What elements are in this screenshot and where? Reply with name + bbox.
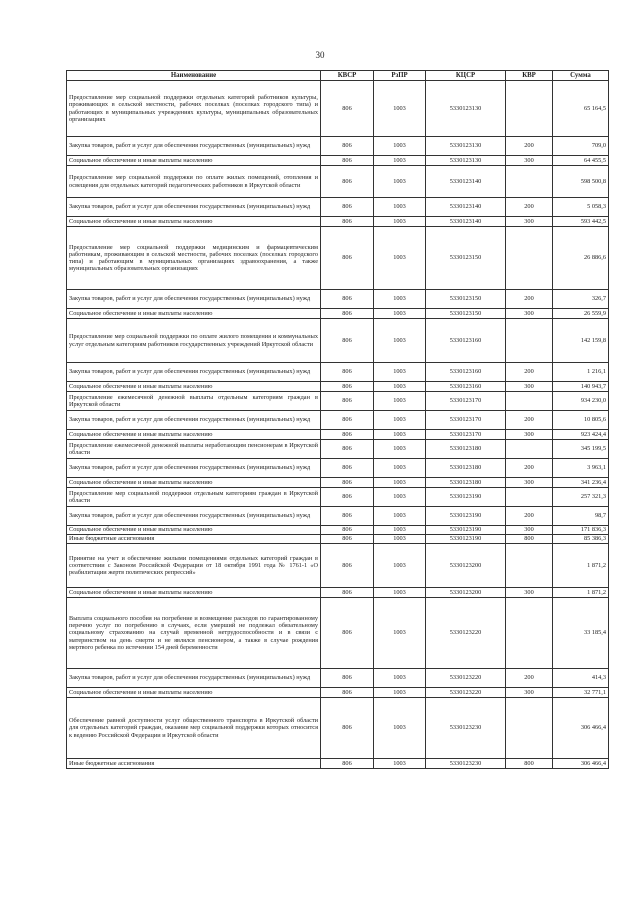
cell-kvr <box>506 81 553 137</box>
cell-kvr: 300 <box>506 478 553 488</box>
cell-kvr: 300 <box>506 217 553 227</box>
cell-kcsr: 5330123200 <box>426 588 506 598</box>
cell-kvr: 200 <box>506 137 553 156</box>
cell-kvsr: 806 <box>321 544 374 588</box>
cell-kcsr: 5330123170 <box>426 392 506 411</box>
cell-kvr: 300 <box>506 588 553 598</box>
cell-sum: 140 943,7 <box>553 382 609 392</box>
cell-sum: 64 455,5 <box>553 156 609 166</box>
cell-kcsr: 5330123180 <box>426 459 506 478</box>
page-number: 30 <box>315 50 325 60</box>
cell-rzpr: 1003 <box>374 319 426 363</box>
cell-kcsr: 5330123150 <box>426 290 506 309</box>
cell-kvsr: 806 <box>321 156 374 166</box>
cell-sum: 142 159,8 <box>553 319 609 363</box>
cell-sum: 3 963,1 <box>553 459 609 478</box>
table-row <box>67 363 609 382</box>
table-row <box>67 392 609 411</box>
cell-kvsr: 806 <box>321 488 374 507</box>
cell-name: Закупка товаров, работ и услуг для обеспечения государственных (муниципальных) нужд <box>67 411 321 430</box>
cell-sum: 709,0 <box>553 137 609 156</box>
cell-kcsr: 5330123230 <box>426 759 506 769</box>
cell-kcsr: 5330123140 <box>426 198 506 217</box>
cell-sum: 85 386,3 <box>553 535 609 544</box>
cell-kvsr: 806 <box>321 319 374 363</box>
table-row <box>67 698 609 759</box>
cell-kvr: 300 <box>506 309 553 319</box>
cell-rzpr: 1003 <box>374 363 426 382</box>
cell-rzpr: 1003 <box>374 81 426 137</box>
cell-kvr: 200 <box>506 411 553 430</box>
cell-kcsr: 5330123200 <box>426 544 506 588</box>
cell-sum: 306 466,4 <box>553 698 609 759</box>
cell-sum: 98,7 <box>553 507 609 526</box>
table-body <box>67 81 609 769</box>
cell-sum: 257 321,3 <box>553 488 609 507</box>
table-row <box>67 488 609 507</box>
cell-rzpr: 1003 <box>374 598 426 669</box>
cell-rzpr: 1003 <box>374 156 426 166</box>
table-row <box>67 440 609 459</box>
table-row <box>67 156 609 166</box>
table-row <box>67 535 609 544</box>
cell-kvr: 300 <box>506 156 553 166</box>
cell-kvr <box>506 488 553 507</box>
cell-kcsr: 5330123230 <box>426 698 506 759</box>
cell-rzpr: 1003 <box>374 411 426 430</box>
cell-kvr <box>506 698 553 759</box>
cell-kvsr: 806 <box>321 290 374 309</box>
cell-kvr: 800 <box>506 535 553 544</box>
cell-sum: 1 871,2 <box>553 544 609 588</box>
table-row <box>67 411 609 430</box>
cell-kvr: 300 <box>506 382 553 392</box>
cell-rzpr: 1003 <box>374 227 426 290</box>
cell-sum: 593 442,5 <box>553 217 609 227</box>
cell-kcsr: 5330123160 <box>426 382 506 392</box>
cell-sum: 345 199,5 <box>553 440 609 459</box>
header-name: Наименование <box>67 71 321 81</box>
cell-kvsr: 806 <box>321 430 374 440</box>
cell-kvr <box>506 319 553 363</box>
cell-rzpr: 1003 <box>374 526 426 535</box>
cell-kcsr: 5330123220 <box>426 669 506 688</box>
cell-kcsr: 5330123190 <box>426 535 506 544</box>
table-row <box>67 598 609 669</box>
cell-sum: 306 466,4 <box>553 759 609 769</box>
cell-kvsr: 806 <box>321 217 374 227</box>
cell-kvsr: 806 <box>321 688 374 698</box>
cell-kvr <box>506 440 553 459</box>
header-sum: Сумма <box>553 71 609 81</box>
cell-name: Предоставление мер социальной поддержки по оплате жилых помещений, отопления и освещения для отдельных категорий педагогических работников в Иркутской области <box>67 166 321 198</box>
table-row <box>67 430 609 440</box>
cell-kvr: 300 <box>506 430 553 440</box>
cell-rzpr: 1003 <box>374 459 426 478</box>
cell-kcsr: 5330123160 <box>426 363 506 382</box>
cell-kvsr: 806 <box>321 459 374 478</box>
cell-kvr: 200 <box>506 198 553 217</box>
cell-kvr: 200 <box>506 669 553 688</box>
table-row <box>67 759 609 769</box>
cell-sum: 1 216,1 <box>553 363 609 382</box>
cell-sum: 5 058,3 <box>553 198 609 217</box>
table-row <box>67 544 609 588</box>
cell-kcsr: 5330123160 <box>426 319 506 363</box>
cell-rzpr: 1003 <box>374 290 426 309</box>
cell-kcsr: 5330123140 <box>426 217 506 227</box>
table-row <box>67 137 609 156</box>
cell-kcsr: 5330123190 <box>426 507 506 526</box>
cell-kcsr: 5330123170 <box>426 430 506 440</box>
cell-kvsr: 806 <box>321 198 374 217</box>
cell-name: Предоставление ежемесячной денежной выплаты отдельным категориям граждан в Иркутской области <box>67 392 321 411</box>
cell-kcsr: 5330123170 <box>426 411 506 430</box>
cell-kvr <box>506 598 553 669</box>
cell-kcsr: 5330123220 <box>426 688 506 698</box>
table-row <box>67 688 609 698</box>
cell-name: Обеспечение равной доступности услуг общественного транспорта в Иркутской области для отдельных категорий граждан, оказание мер социальной поддержки которых относится к ведению Российской Федерации и Иркутской области <box>67 698 321 759</box>
table-row <box>67 198 609 217</box>
table-row <box>67 319 609 363</box>
cell-kcsr: 5330123180 <box>426 478 506 488</box>
cell-name: Закупка товаров, работ и услуг для обеспечения государственных (муниципальных) нужд <box>67 290 321 309</box>
cell-sum: 934 230,0 <box>553 392 609 411</box>
cell-name: Предоставление мер социальной поддержки по оплате жилого помещения и коммунальных услуг отдельным категориям работников государственных учреждений Иркутской области <box>67 319 321 363</box>
cell-rzpr: 1003 <box>374 669 426 688</box>
cell-name: Социальное обеспечение и иные выплаты населению <box>67 430 321 440</box>
cell-kvsr: 806 <box>321 309 374 319</box>
cell-kvr: 200 <box>506 363 553 382</box>
cell-name: Иные бюджетные ассигнования <box>67 535 321 544</box>
cell-name: Иные бюджетные ассигнования <box>67 759 321 769</box>
cell-sum: 341 236,4 <box>553 478 609 488</box>
cell-sum: 414,3 <box>553 669 609 688</box>
cell-rzpr: 1003 <box>374 217 426 227</box>
cell-name: Закупка товаров, работ и услуг для обеспечения государственных (муниципальных) нужд <box>67 669 321 688</box>
table-row <box>67 588 609 598</box>
cell-rzpr: 1003 <box>374 137 426 156</box>
cell-rzpr: 1003 <box>374 544 426 588</box>
cell-name: Социальное обеспечение и иные выплаты населению <box>67 217 321 227</box>
cell-name: Предоставление мер социальной поддержки медицинским и фармацевтическим работникам, проживающим в сельской местности, рабочих поселках (поселках городского типа) и работающим в муниципальных организациях здравоохранения, а также муниципальных образовательных организациях <box>67 227 321 290</box>
cell-kvr: 300 <box>506 688 553 698</box>
header-kcsr: КЦСР <box>426 71 506 81</box>
cell-kvsr: 806 <box>321 588 374 598</box>
cell-name: Закупка товаров, работ и услуг для обеспечения государственных (муниципальных) нужд <box>67 137 321 156</box>
cell-kcsr: 5330123180 <box>426 440 506 459</box>
cell-name: Социальное обеспечение и иные выплаты населению <box>67 478 321 488</box>
cell-name: Предоставление мер социальной поддержки отдельным категориям граждан в Иркутской области <box>67 488 321 507</box>
cell-rzpr: 1003 <box>374 488 426 507</box>
cell-rzpr: 1003 <box>374 507 426 526</box>
cell-name: Социальное обеспечение и иные выплаты населению <box>67 526 321 535</box>
cell-kcsr: 5330123130 <box>426 156 506 166</box>
table-row <box>67 309 609 319</box>
cell-kvr: 300 <box>506 526 553 535</box>
cell-rzpr: 1003 <box>374 392 426 411</box>
cell-kvsr: 806 <box>321 698 374 759</box>
cell-kcsr: 5330123220 <box>426 598 506 669</box>
cell-name: Предоставление ежемесячной денежной выплаты неработающим пенсионерам в Иркутской области <box>67 440 321 459</box>
cell-kvsr: 806 <box>321 507 374 526</box>
table-row <box>67 290 609 309</box>
table-row <box>67 166 609 198</box>
cell-kvsr: 806 <box>321 411 374 430</box>
cell-sum: 26 886,6 <box>553 227 609 290</box>
cell-sum: 33 185,4 <box>553 598 609 669</box>
cell-name: Принятие на учет и обеспечение жилыми помещениями отдельных категорий граждан в соответствии с Законом Российской Федерации от 18 октября 1991 года № 1761-1 «О реабилитации жертв политических репрессий» <box>67 544 321 588</box>
cell-kcsr: 5330123190 <box>426 488 506 507</box>
cell-kvr: 200 <box>506 507 553 526</box>
table-row <box>67 478 609 488</box>
table-row <box>67 526 609 535</box>
cell-kcsr: 5330123140 <box>426 166 506 198</box>
cell-kcsr: 5330123130 <box>426 81 506 137</box>
cell-sum: 32 771,1 <box>553 688 609 698</box>
cell-kvr: 800 <box>506 759 553 769</box>
table-header-row <box>67 71 609 81</box>
cell-rzpr: 1003 <box>374 478 426 488</box>
cell-name: Социальное обеспечение и иные выплаты населению <box>67 309 321 319</box>
budget-table <box>66 70 609 769</box>
cell-kvr: 200 <box>506 290 553 309</box>
cell-kvr <box>506 227 553 290</box>
table-row <box>67 217 609 227</box>
cell-rzpr: 1003 <box>374 309 426 319</box>
cell-kvr <box>506 392 553 411</box>
cell-sum: 65 164,5 <box>553 81 609 137</box>
cell-rzpr: 1003 <box>374 430 426 440</box>
table-row <box>67 459 609 478</box>
cell-name: Закупка товаров, работ и услуг для обеспечения государственных (муниципальных) нужд <box>67 363 321 382</box>
cell-kvsr: 806 <box>321 166 374 198</box>
header-kvr: КВР <box>506 71 553 81</box>
cell-rzpr: 1003 <box>374 535 426 544</box>
cell-sum: 26 559,9 <box>553 309 609 319</box>
cell-kvsr: 806 <box>321 392 374 411</box>
cell-kvsr: 806 <box>321 526 374 535</box>
cell-kvsr: 806 <box>321 759 374 769</box>
cell-sum: 10 805,6 <box>553 411 609 430</box>
table-row <box>67 227 609 290</box>
cell-kvsr: 806 <box>321 598 374 669</box>
cell-name: Предоставление мер социальной поддержки отдельных категорий работников культуры, проживающих в сельской местности, рабочих поселках (поселках городского типа) и работающих в муниципальных учреждениях культуры, муниципальных образовательных организациях <box>67 81 321 137</box>
cell-kvsr: 806 <box>321 478 374 488</box>
cell-sum: 326,7 <box>553 290 609 309</box>
cell-sum: 598 500,8 <box>553 166 609 198</box>
cell-sum: 171 836,3 <box>553 526 609 535</box>
table-row <box>67 669 609 688</box>
cell-rzpr: 1003 <box>374 440 426 459</box>
cell-kvsr: 806 <box>321 440 374 459</box>
cell-kvsr: 806 <box>321 137 374 156</box>
header-rzpr: РзПР <box>374 71 426 81</box>
table-row <box>67 81 609 137</box>
cell-name: Социальное обеспечение и иные выплаты населению <box>67 156 321 166</box>
cell-name: Выплата социального пособия на погребение и возмещение расходов по гарантированному перечню услуг по погребению в случаях, если умерший не подлежал обязательному социальному страхованию на случай временной нетрудоспособности и в связи с материнством на день смерти и не являлся пенсионером, а также в случае рождения мертвого ребенка по истечении 154 дней беременности <box>67 598 321 669</box>
cell-kvr <box>506 544 553 588</box>
cell-name: Закупка товаров, работ и услуг для обеспечения государственных (муниципальных) нужд <box>67 198 321 217</box>
cell-kvsr: 806 <box>321 669 374 688</box>
cell-kvsr: 806 <box>321 227 374 290</box>
cell-kcsr: 5330123150 <box>426 227 506 290</box>
cell-rzpr: 1003 <box>374 698 426 759</box>
cell-kvsr: 806 <box>321 363 374 382</box>
table-row <box>67 382 609 392</box>
cell-sum: 1 871,2 <box>553 588 609 598</box>
cell-kcsr: 5330123190 <box>426 526 506 535</box>
cell-kvr <box>506 166 553 198</box>
cell-sum: 923 424,4 <box>553 430 609 440</box>
cell-name: Социальное обеспечение и иные выплаты населению <box>67 688 321 698</box>
cell-rzpr: 1003 <box>374 166 426 198</box>
cell-rzpr: 1003 <box>374 198 426 217</box>
cell-rzpr: 1003 <box>374 688 426 698</box>
table-row <box>67 507 609 526</box>
cell-kvsr: 806 <box>321 81 374 137</box>
cell-kvsr: 806 <box>321 382 374 392</box>
cell-name: Социальное обеспечение и иные выплаты населению <box>67 382 321 392</box>
cell-rzpr: 1003 <box>374 382 426 392</box>
header-kvsr: КВСР <box>321 71 374 81</box>
cell-name: Закупка товаров, работ и услуг для обеспечения государственных (муниципальных) нужд <box>67 507 321 526</box>
cell-kcsr: 5330123130 <box>426 137 506 156</box>
cell-kvsr: 806 <box>321 535 374 544</box>
cell-rzpr: 1003 <box>374 759 426 769</box>
cell-kvr: 200 <box>506 459 553 478</box>
cell-kcsr: 5330123150 <box>426 309 506 319</box>
cell-name: Социальное обеспечение и иные выплаты населению <box>67 588 321 598</box>
cell-name: Закупка товаров, работ и услуг для обеспечения государственных (муниципальных) нужд <box>67 459 321 478</box>
cell-rzpr: 1003 <box>374 588 426 598</box>
